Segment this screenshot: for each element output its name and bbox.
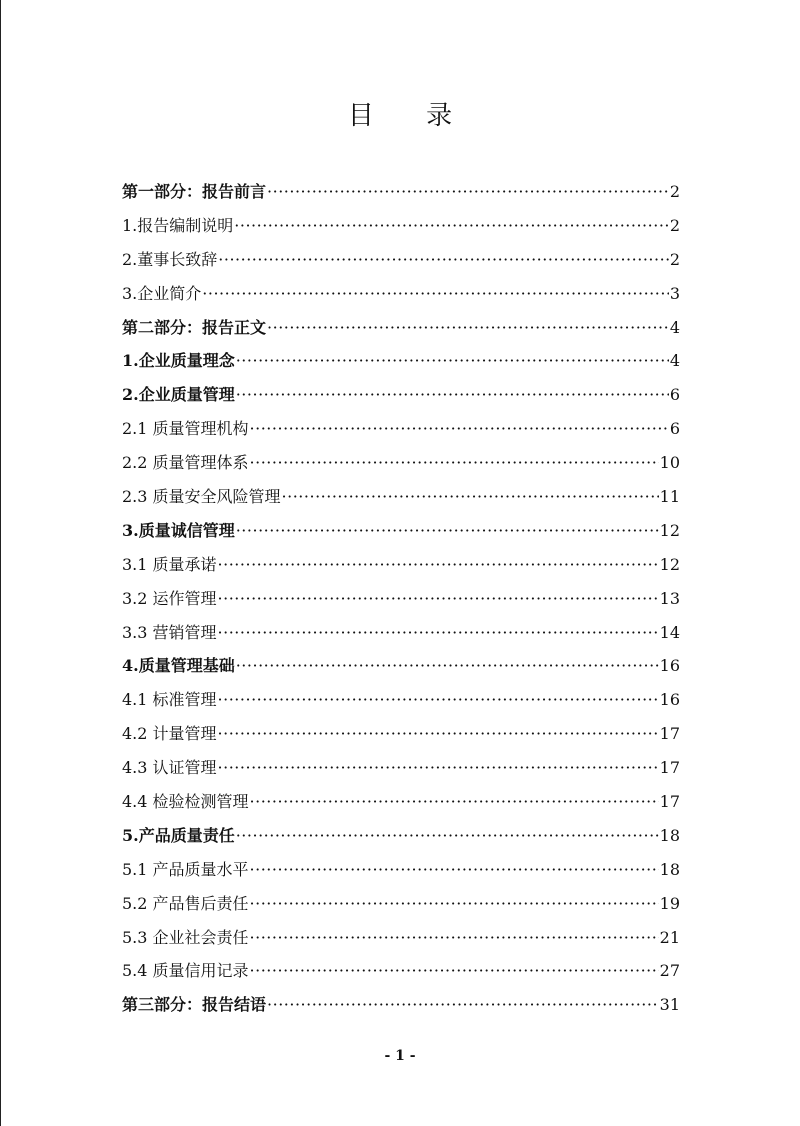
toc-dot-leader bbox=[234, 209, 669, 243]
toc-entry-label: 2.2 质量管理体系 bbox=[122, 453, 249, 473]
toc-entry[interactable] bbox=[122, 378, 680, 412]
toc-entry-page-number: 2 bbox=[669, 182, 680, 201]
toc-dot-leader bbox=[250, 446, 659, 480]
toc-entry-page-number: 18 bbox=[659, 825, 680, 845]
toc-entry[interactable] bbox=[122, 311, 680, 345]
toc-entry-page-number: 21 bbox=[659, 927, 680, 947]
toc-title: 目 录 bbox=[347, 101, 475, 131]
toc-entry-page-number: 2 bbox=[669, 215, 680, 235]
toc-entry[interactable] bbox=[122, 853, 680, 887]
toc-entry-label: 5.2 产品售后责任 bbox=[122, 893, 249, 913]
toc-entry[interactable] bbox=[122, 649, 680, 683]
toc-dot-leader bbox=[250, 921, 659, 955]
toc-entry-page-number: 4 bbox=[669, 351, 680, 371]
toc-entry-page-number: 17 bbox=[659, 792, 680, 812]
toc-dot-leader bbox=[250, 954, 659, 988]
toc-dot-leader bbox=[250, 887, 659, 921]
toc-entry-label: 4.2 计量管理 bbox=[122, 724, 217, 744]
toc-entry[interactable] bbox=[122, 243, 680, 277]
toc-entry[interactable] bbox=[122, 616, 680, 650]
toc-entry[interactable] bbox=[122, 819, 680, 853]
toc-entry[interactable] bbox=[122, 480, 680, 514]
toc-entry-page-number: 13 bbox=[659, 588, 680, 608]
toc-entry-page-number: 4 bbox=[669, 317, 680, 337]
toc-entry-label: 5.1 产品质量水平 bbox=[122, 859, 249, 879]
toc-dot-leader bbox=[202, 277, 669, 311]
toc-entry-label: 3.企业简介 bbox=[122, 283, 202, 303]
toc-dot-leader bbox=[250, 853, 659, 887]
toc-entry-label: 2.董事长致辞 bbox=[122, 249, 218, 269]
toc-dot-leader bbox=[282, 480, 659, 514]
toc-entry-label: 5.产品质量责任 bbox=[122, 825, 235, 845]
toc-entry-page-number: 2 bbox=[669, 249, 680, 269]
toc-dot-leader bbox=[250, 412, 669, 446]
toc-entry[interactable] bbox=[122, 412, 680, 446]
toc-entry[interactable] bbox=[122, 751, 680, 785]
toc-entry-page-number: 10 bbox=[659, 453, 680, 473]
toc-entry[interactable] bbox=[122, 175, 680, 209]
toc-entry[interactable] bbox=[122, 209, 680, 243]
toc-entry[interactable] bbox=[122, 277, 680, 311]
toc-entry-page-number: 12 bbox=[659, 554, 680, 574]
toc-dot-leader bbox=[236, 649, 659, 683]
toc-entry-page-number: 27 bbox=[659, 961, 680, 981]
toc-entry-label: 5.3 企业社会责任 bbox=[122, 927, 249, 947]
toc-entry[interactable] bbox=[122, 582, 680, 616]
toc-dot-leader bbox=[218, 243, 669, 277]
footer-page-number: - 1 - bbox=[384, 1048, 416, 1064]
toc-entry[interactable] bbox=[122, 344, 680, 378]
toc-entry-label: 3.2 运作管理 bbox=[122, 588, 217, 608]
toc-dot-leader bbox=[218, 717, 659, 751]
toc-dot-leader bbox=[236, 819, 659, 853]
toc-entry-label: 5.4 质量信用记录 bbox=[122, 961, 249, 981]
toc-entry-label: 3.质量诚信管理 bbox=[122, 520, 235, 540]
toc-dot-leader bbox=[236, 344, 669, 378]
toc-dot-leader bbox=[267, 175, 669, 209]
toc-entry[interactable] bbox=[122, 548, 680, 582]
toc-entry-page-number: 31 bbox=[659, 995, 680, 1015]
toc-entry[interactable] bbox=[122, 921, 680, 955]
toc-entry-page-number: 16 bbox=[659, 690, 680, 710]
toc-entry-label: 2.企业质量管理 bbox=[122, 385, 235, 405]
toc-entry[interactable] bbox=[122, 785, 680, 819]
toc-dot-leader bbox=[218, 751, 659, 785]
toc-entry[interactable] bbox=[122, 954, 680, 988]
toc-entry-page-number: 3 bbox=[669, 283, 680, 303]
toc-dot-leader bbox=[218, 683, 659, 717]
toc-entry-page-number: 14 bbox=[659, 622, 680, 642]
toc-dot-leader bbox=[218, 616, 659, 650]
toc-entry-label: 4.3 认证管理 bbox=[122, 758, 217, 778]
toc-entry-label: 3.1 质量承诺 bbox=[122, 554, 217, 574]
toc-entry-page-number: 17 bbox=[659, 758, 680, 778]
toc-entry-page-number: 6 bbox=[669, 385, 680, 405]
toc-entry-label: 第三部分：报告结语 bbox=[122, 995, 267, 1015]
page-left-edge bbox=[0, 0, 1, 1126]
toc-entry-label: 4.1 标准管理 bbox=[122, 690, 217, 710]
toc-dot-leader bbox=[218, 548, 659, 582]
toc-entry-page-number: 11 bbox=[659, 487, 680, 507]
toc-dot-leader bbox=[267, 311, 669, 345]
toc-entry[interactable] bbox=[122, 514, 680, 548]
toc-entry-page-number: 6 bbox=[669, 419, 680, 439]
toc-list bbox=[122, 175, 680, 1022]
toc-entry-label: 第二部分：报告正文 bbox=[122, 317, 267, 337]
toc-dot-leader bbox=[250, 785, 659, 819]
toc-entry[interactable] bbox=[122, 887, 680, 921]
toc-dot-leader bbox=[236, 514, 659, 548]
toc-entry[interactable] bbox=[122, 683, 680, 717]
toc-entry-label: 1.企业质量理念 bbox=[122, 351, 235, 371]
toc-entry[interactable] bbox=[122, 988, 680, 1022]
toc-entry-label: 2.1 质量管理机构 bbox=[122, 419, 249, 439]
toc-entry-label: 3.3 营销管理 bbox=[122, 622, 217, 642]
toc-entry[interactable] bbox=[122, 446, 680, 480]
toc-entry-page-number: 17 bbox=[659, 724, 680, 744]
toc-entry-label: 1.报告编制说明 bbox=[122, 215, 234, 235]
toc-entry[interactable] bbox=[122, 717, 680, 751]
toc-entry-page-number: 19 bbox=[659, 893, 680, 913]
toc-dot-leader bbox=[236, 378, 669, 412]
toc-entry-label: 2.3 质量安全风险管理 bbox=[122, 487, 281, 507]
toc-entry-page-number: 16 bbox=[659, 656, 680, 676]
toc-entry-page-number: 18 bbox=[659, 859, 680, 879]
toc-dot-leader bbox=[267, 988, 659, 1022]
toc-entry-label: 4.质量管理基础 bbox=[122, 656, 235, 676]
toc-entry-page-number: 12 bbox=[659, 520, 680, 540]
toc-dot-leader bbox=[218, 582, 659, 616]
toc-entry-label: 4.4 检验检测管理 bbox=[122, 792, 249, 812]
toc-entry-label: 第一部分：报告前言 bbox=[122, 182, 267, 201]
